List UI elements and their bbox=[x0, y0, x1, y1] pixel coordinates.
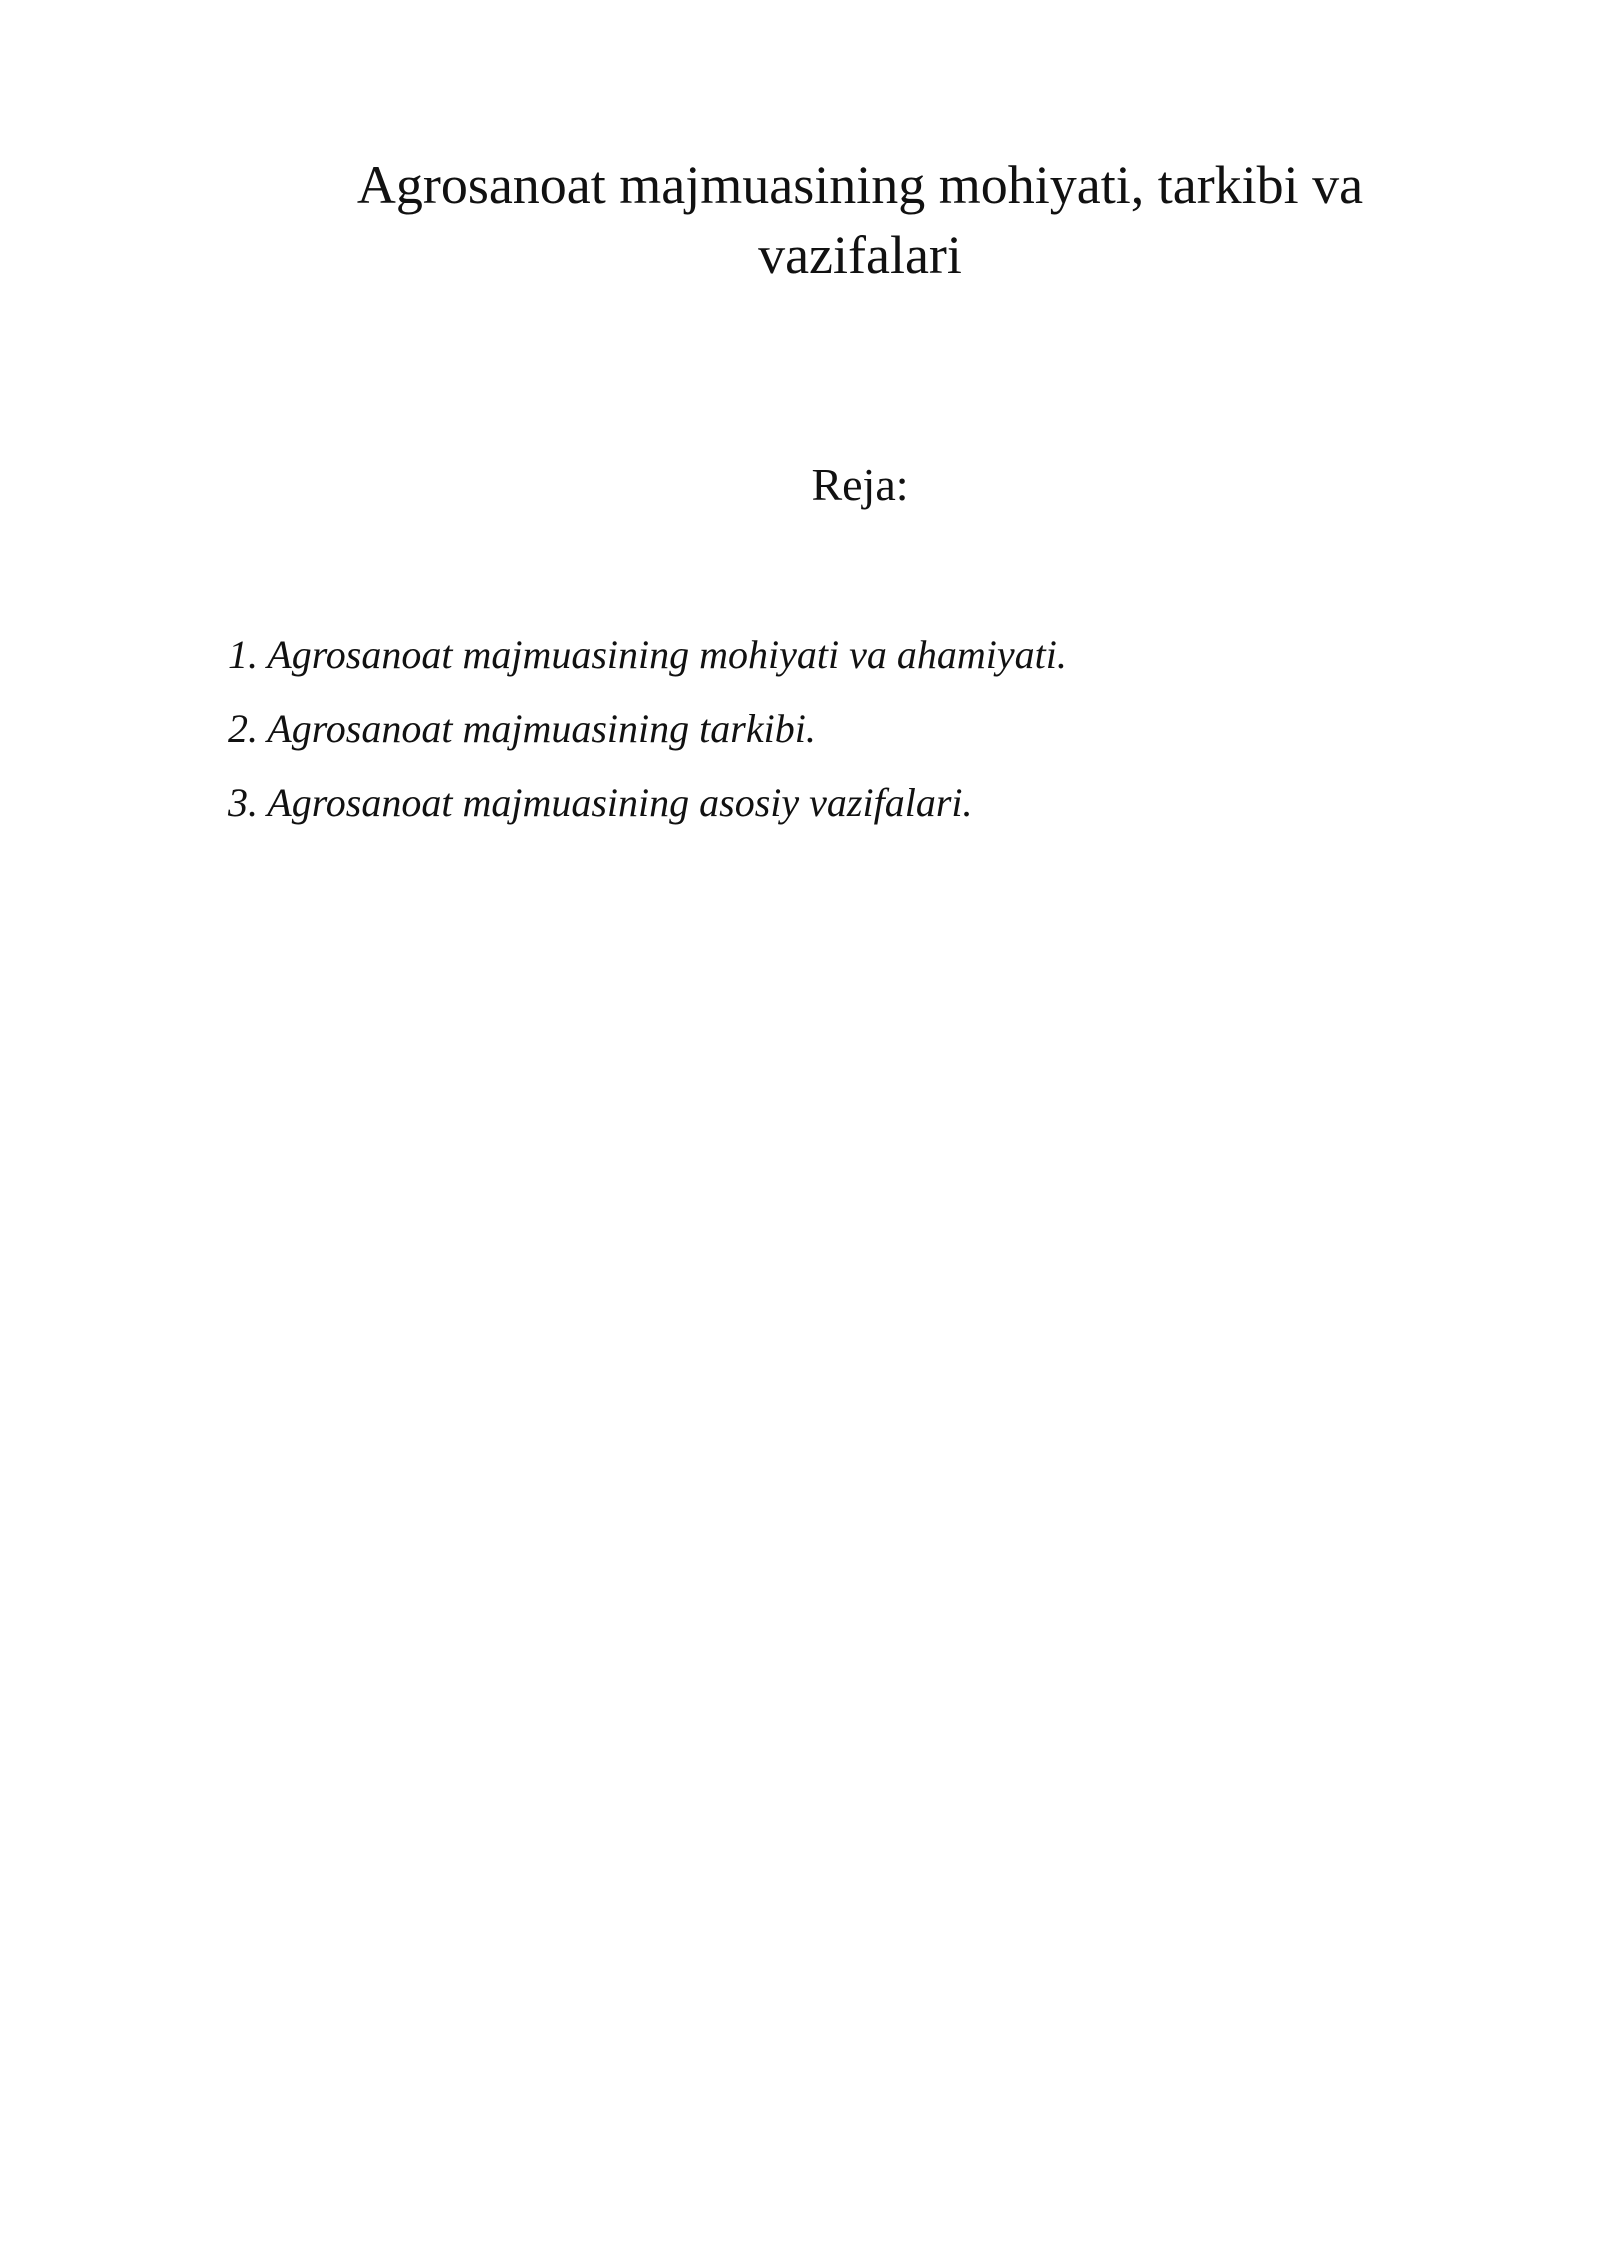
plan-list bbox=[228, 630, 1428, 852]
plan-item: 1. Agrosanoat majmuasining mohiyati va ahamiyati. bbox=[228, 632, 1067, 677]
plan-heading: Reja: bbox=[811, 459, 909, 510]
plan-item: 2. Agrosanoat majmuasining tarkibi. bbox=[228, 706, 816, 751]
document-title: Agrosanoat majmuasining mohiyati, tarkibi va vazifalari bbox=[356, 155, 1364, 285]
plan-item: 3. Agrosanoat majmuasining asosiy vazifalari. bbox=[228, 780, 973, 825]
